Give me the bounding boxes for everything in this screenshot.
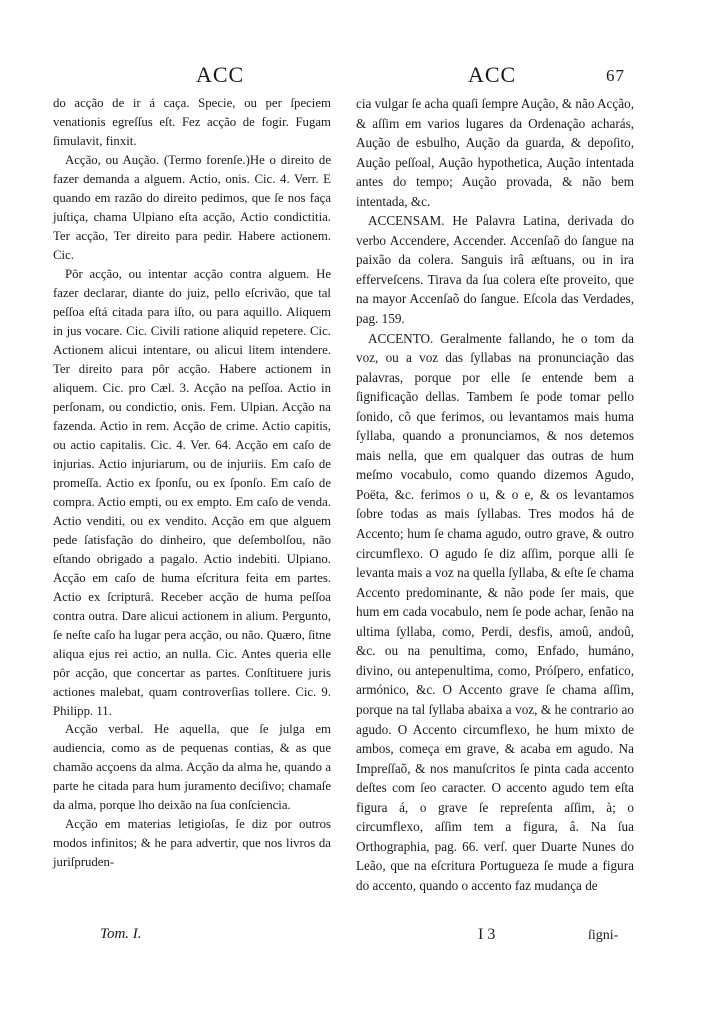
left-running-head: ACC	[196, 62, 245, 87]
paragraph: cia vulgar ſe acha quaſi ſempre Aução, & não Acção, & aſſim em varios lugares da Ordenação acharás, Aução de esbulho, Aução da guarda, & depoſito, Aução peſſoal, Aução hypothetica, Aução intentada antes do tempo; Aução provada, & não bem intentada, &c.	[356, 96, 634, 209]
left-column	[53, 94, 331, 872]
paragraph: Pôr acção, ou intentar acção contra alguem. He fazer declarar, diante do juiz, pello eſcrivão, que tal peſſoa eſtá citada para iſto, ou para aquillo. Aliquem in jus vocare. Cic. Civili ratione aliquid repetere. Cic. Actionem alicui intentare, ou alicui litem intendere. Ter direito para pôr acção. Habere actionem in aliquem. Cic. pro Cæl. 3. Acção na peſſoa. Actio in perſonam, ou condictio, onis. Fem. Ulpian. Acção na fazenda. Actio in rem. Acção de crime. Actio capitis, ou actio capitalis. Cic. 4. Ver. 64. Acção em caſo de injurias. Actio injuriarum, ou de injuriis. Em caſo de promeſſa. Actio ex ſponſu, ou ex ſponſo. Em caſo de compra. Actio empti, ou ex empto. Em caſo de venda. Actio venditi, ou ex vendito. Acção em que alguem pede ſatisfação do dinheiro, que deſembolſou, não eſtando obrigado a pagalo. Actio indebiti. Ulpiano. Acção em caſo de huma eſcritura feita em partes. Actio ex ſcripturâ. Receber acção de huma peſſoa contra outra. Dare alicui actionem in alium. Pergunto, ſe neſte caſo ha lugar pera acção, ou não. Quæro, ſitne aliqua ejus rei actio, an nulla. Cic. Antes queria elle pôr acção, que concertar as partes. Conſtituere juris actiones malebat, quam controverſias tollere. Cic. 9. Philipp. 11.	[53, 266, 331, 718]
paragraph: do acção de ir á caça. Specie, ou per ſpeciem venationis egreſſus eſt. Fez acção de fogir. Fugam ſimulavit, finxit.	[53, 96, 331, 148]
right-column	[356, 94, 634, 895]
catchword: ſigni-	[588, 928, 619, 943]
paragraph: Acção em materias letigioſas, ſe diz por outros modos infinitos; & he para advertir, que nos livros da juriſpruden-	[53, 817, 331, 870]
paragraph: Acção verbal. He aquella, que ſe julga em audiencia, como as de pequenas contias, & as que chamão acçoens da alma. Acção da alma he, quando a parte he citada para hum juramento deciſivo; chamaſe da alma, porque lho deixão na ſua conſciencia.	[53, 722, 331, 813]
volume-signature: Tom. I.	[100, 926, 142, 942]
right-running-head: ACC	[468, 62, 517, 87]
paragraph: ACCENSAM. He Palavra Latina, derivada do verbo Accendere, Accender. Accenſaõ do ſangue na paixão da colera. Sanguis irâ æſtuans, ou in ira efferveſcens. Tirava da ſua colera eſte proveito, que na mayor Accenſaõ do ſangue. Eſcola das Verdades, pag. 159.	[356, 213, 634, 327]
paragraph: Acção, ou Aução. (Termo forenſe.)He o direito de fazer demanda a alguem. Actio, onis. Cic. 4. Verr. E quando em razão do direito pedimos, que ſe nos faça juſtiça, chama Ulpiano eſta acção, Actio condictitia. Ter acção, Ter direito para pedir. Habere actionem. Cic.	[53, 152, 331, 262]
page-number: 67	[606, 66, 625, 85]
paragraph: ACCENTO. Geralmente fallando, he o tom da voz, ou a voz das ſyllabas na pronunciação das palavras, porque por elle ſe entende bem a ſignificação dellas. Tambem ſe pode tomar pello ſonido, cõ que ferimos, ou levantamos mais huma ſyllaba, quando a pronunciamos, & nos detemos mais nella, que em qualquer das outras de hum meſmo vocabulo, como quando dizemos Agudo, Poëta, &c. ferimos o u, & o e, & os levantamos ſobre todas as mais ſyllabas. Tres modos há de Accento; hum ſe chama agudo, outro grave, & outro circumflexo. O agudo ſe diz aſſim, porque alli ſe levanta mais a voz na quella ſyllaba, & eſte ſe chama Accento predominante, & não pode ſer mais, que hum em cada vocabulo, nem ſe pode achar, ſenão na ultima ſyllaba, como, Perdi, desfis, amoû, andoû, &c. ou na penultima, como, Enfado, humáno, divino, ou antepenultima, como, Próſpero, enfatico, armónico, &c. O Accento grave ſe chama aſſim, porque na tal ſyllaba abaixa a voz, & he contrario ao agudo. O Accento circumflexo, he hum mixto de ambos, começa em grave, & acaba em agudo. Na Impreſſaõ, & nos manuſcritos ſe pinta cada accento deſtes com ſeo caracter. O accento agudo tem eſta figura á, o grave ſe repreſenta aſſim, à; o circumflexo, aſſim tem a figura, â. Na ſua Orthographia, pag. 66. verſ. quer Duarte Nunes do Leão, que na eſcritura Portugueza ſe mude a figura do accento, quando o accento faz mudança de	[356, 330, 634, 893]
gathering-signature: I 3	[478, 926, 496, 943]
